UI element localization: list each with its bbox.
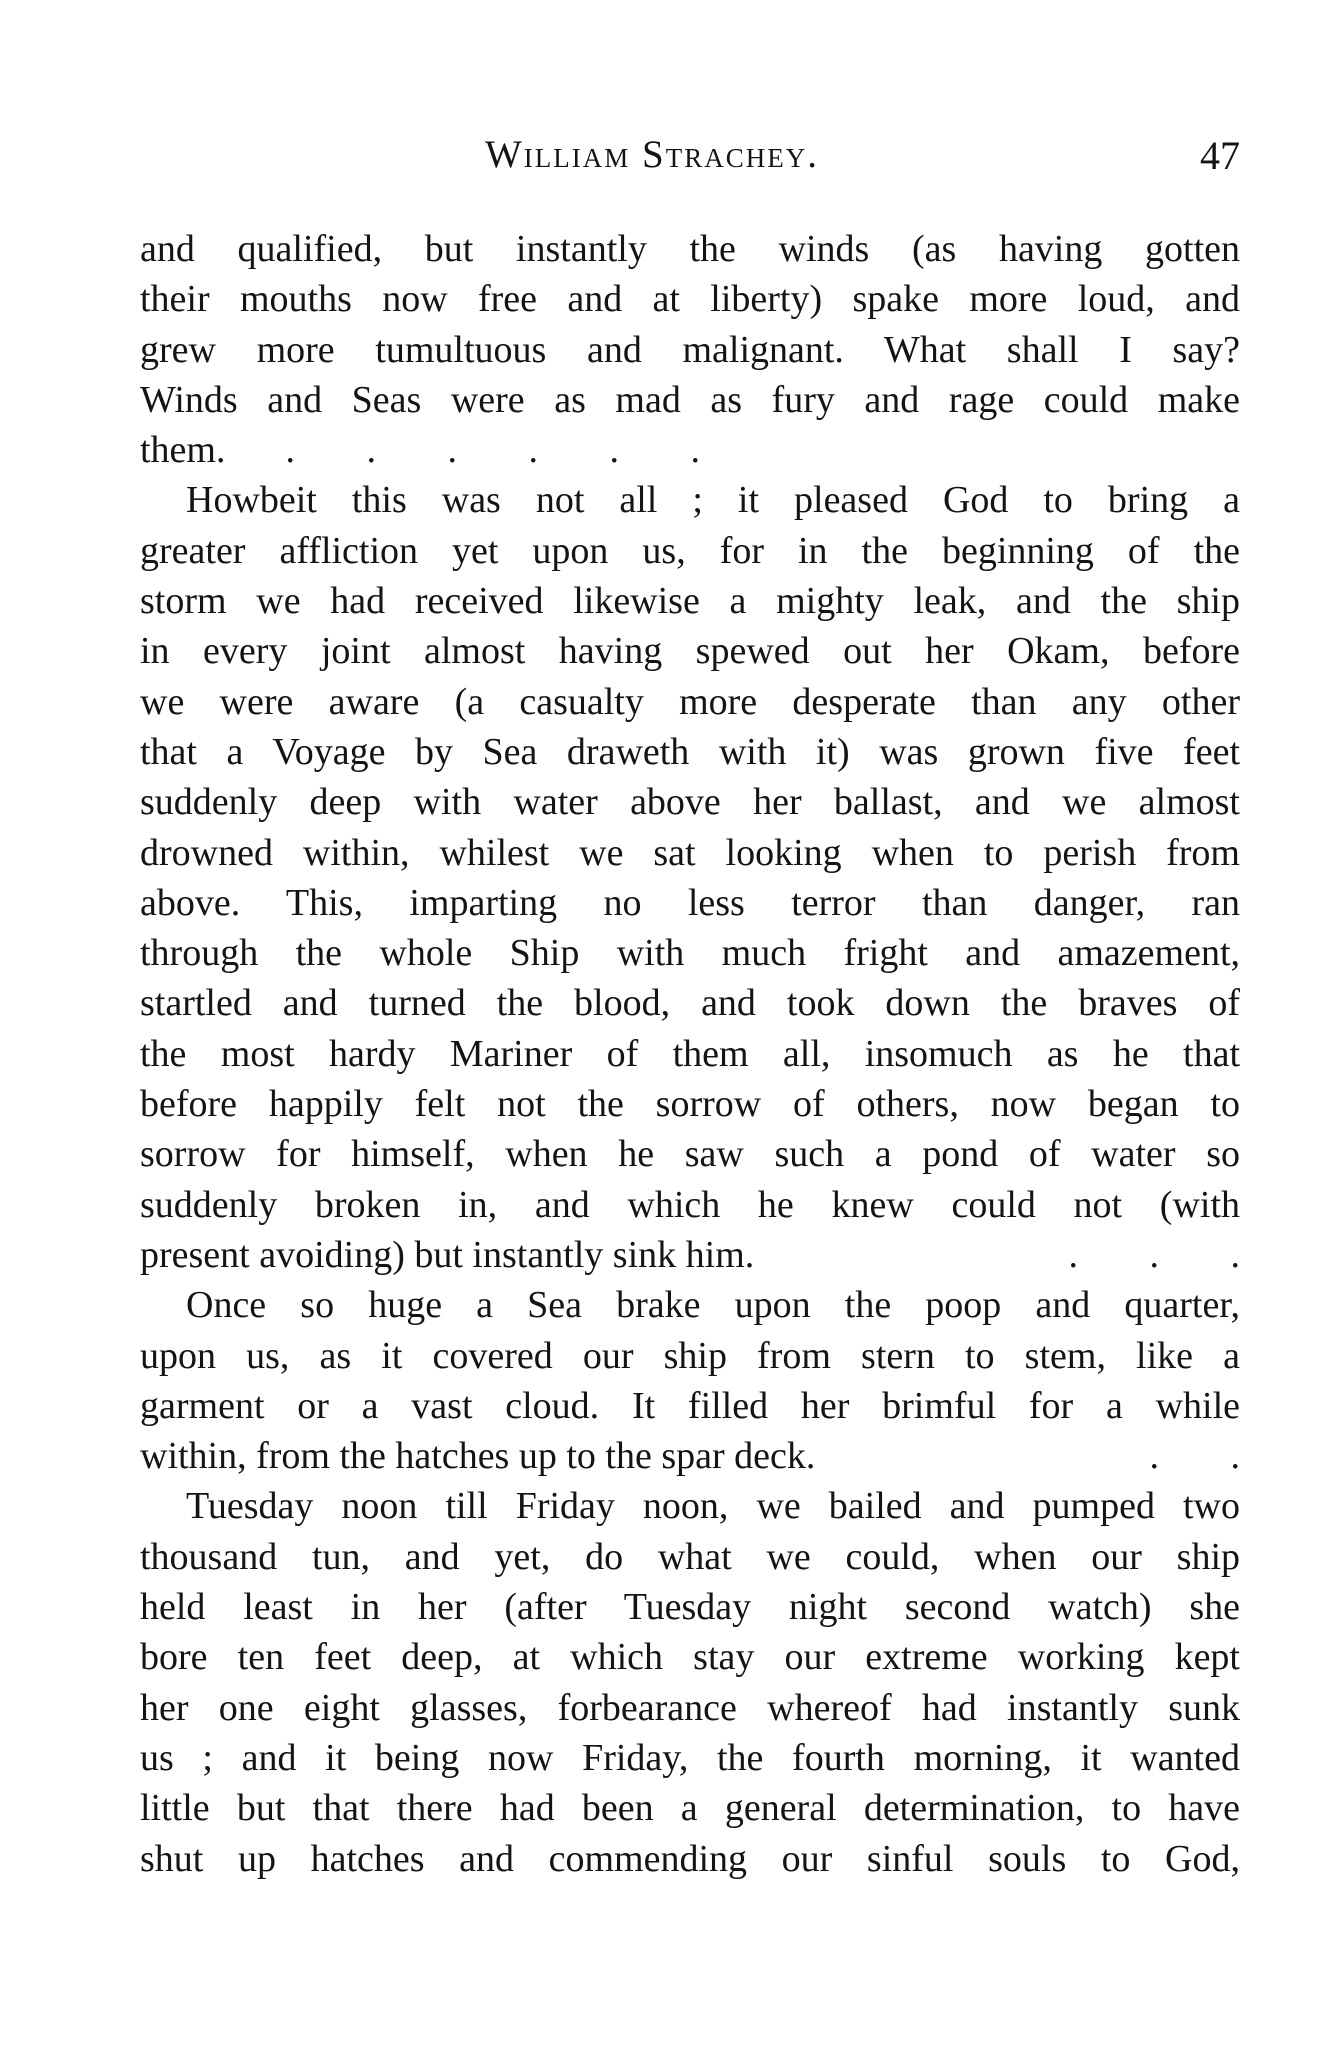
- text-line: [140, 1280, 1240, 1330]
- text-line: [140, 224, 1240, 274]
- text-line: [140, 978, 1240, 1028]
- text-line: [140, 1481, 1240, 1531]
- text-line: [140, 1582, 1240, 1632]
- line-text: through the whole Ship with much fright and amazement,: [140, 932, 1240, 975]
- line-text: their mouths now free and at liberty) spake more loud, and: [140, 278, 1240, 321]
- ellipsis-dots: . . . . . .: [285, 429, 700, 472]
- line-text: startled and turned the blood, and took down the braves of: [140, 982, 1240, 1025]
- line-text: grew more tumultuous and malignant. What shall I say?: [140, 328, 1240, 371]
- text-line: [140, 1129, 1240, 1179]
- line-text: garment or a vast cloud. It filled her brimful for a while: [140, 1384, 1240, 1427]
- line-text: us ; and it being now Friday, the fourth morning, it wanted: [140, 1736, 1240, 1779]
- text-line: [140, 727, 1240, 777]
- line-text: present avoiding) but instantly sink him.: [140, 1233, 755, 1276]
- text-line: [140, 1834, 1240, 1884]
- text-line: [140, 626, 1240, 676]
- text-line: [140, 425, 1240, 475]
- text-line: [140, 325, 1240, 375]
- line-text: within, from the hatches up to the spar deck.: [140, 1435, 816, 1478]
- line-text: Tuesday noon till Friday noon, we bailed and pumped two: [186, 1485, 1240, 1528]
- text-line: [140, 677, 1240, 727]
- line-text: upon us, as it covered our ship from stern to stem, like a: [140, 1334, 1240, 1377]
- line-text: in every joint almost having spewed out her Okam, before: [140, 630, 1240, 673]
- line-text: before happily felt not the sorrow of others, now began to: [140, 1083, 1240, 1126]
- line-text: suddenly deep with water above her ballast, and we almost: [140, 781, 1240, 824]
- line-text: held least in her (after Tuesday night second watch) she: [140, 1586, 1240, 1629]
- text-line: [140, 475, 1240, 525]
- line-text: bore ten feet deep, at which stay our extreme working kept: [140, 1636, 1240, 1679]
- text-line: [140, 576, 1240, 626]
- line-text: Winds and Seas were as mad as fury and rage could make: [140, 378, 1240, 421]
- text-line: [140, 375, 1240, 425]
- text-line: [140, 1029, 1240, 1079]
- ellipsis-dots: . .: [1149, 1435, 1240, 1478]
- text-line: [140, 1230, 1240, 1280]
- line-text: that a Voyage by Sea draweth with it) was grown five feet: [140, 730, 1240, 773]
- line-text: storm we had received likewise a mighty leak, and the ship: [140, 580, 1240, 623]
- text-line: [140, 1381, 1240, 1431]
- text-line: [140, 526, 1240, 576]
- text-line: [140, 274, 1240, 324]
- line-text: Howbeit this was not all ; it pleased God to bring a: [186, 479, 1240, 522]
- text-line: [140, 1431, 1240, 1481]
- line-text: Once so huge a Sea brake upon the poop and quarter,: [186, 1284, 1240, 1327]
- line-text: we were aware (a casualty more desperate than any other: [140, 680, 1240, 723]
- line-text: sorrow for himself, when he saw such a pond of water so: [140, 1133, 1240, 1176]
- text-line: [140, 828, 1240, 878]
- line-text: greater affliction yet upon us, for in the beginning of the: [140, 529, 1240, 572]
- line-text: her one eight glasses, forbearance whereof had instantly sunk: [140, 1686, 1240, 1729]
- line-text: suddenly broken in, and which he knew could not (with: [140, 1183, 1240, 1226]
- text-line: [140, 1632, 1240, 1682]
- running-head: William Strachey.: [485, 133, 819, 176]
- line-text: shut up hatches and commending our sinful souls to God,: [140, 1837, 1240, 1880]
- line-text: little but that there had been a general determination, to have: [140, 1787, 1240, 1830]
- text-line: [140, 1783, 1240, 1833]
- text-line: [140, 1683, 1240, 1733]
- text-line: [140, 1733, 1240, 1783]
- text-line: [140, 777, 1240, 827]
- ellipsis-dots: . . .: [1068, 1233, 1240, 1276]
- line-text: above. This, imparting no less terror than danger, ran: [140, 881, 1240, 924]
- text-line: [140, 928, 1240, 978]
- text-line: [140, 878, 1240, 928]
- page-number: 47: [1200, 133, 1240, 178]
- line-text: them.: [140, 429, 226, 472]
- text-line: [140, 1079, 1240, 1129]
- text-line: [140, 1331, 1240, 1381]
- page-header: [140, 132, 1240, 192]
- line-text: and qualified, but instantly the winds (as having gotten: [140, 228, 1240, 270]
- line-text: drowned within, whilest we sat looking when to perish from: [140, 831, 1240, 874]
- line-text: thousand tun, and yet, do what we could, when our ship: [140, 1535, 1240, 1578]
- text-line: [140, 1180, 1240, 1230]
- text-line: [140, 1532, 1240, 1582]
- line-text: the most hardy Mariner of them all, insomuch as he that: [140, 1032, 1240, 1075]
- body-text: [140, 224, 1240, 1884]
